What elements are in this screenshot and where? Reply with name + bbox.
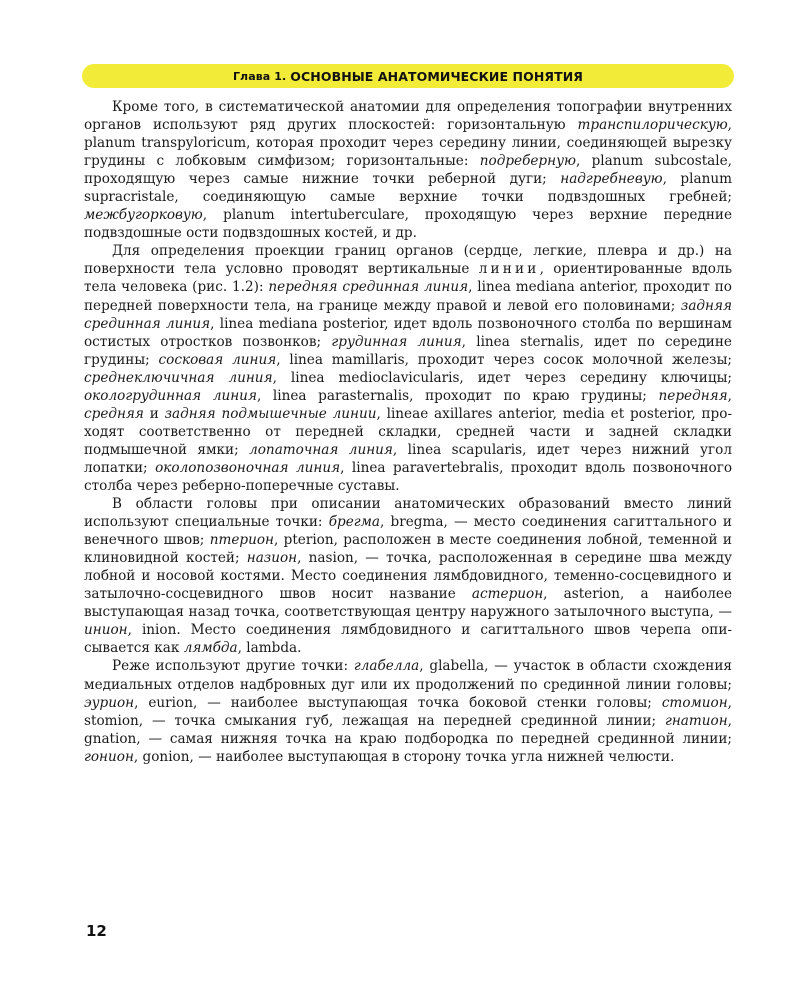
italic-term: среднеключичная линия bbox=[84, 369, 273, 386]
text-run: , nasion, — точка, расположенная в середине шва между лобной и носовой костями. Место соединения лямбдовидного, теменно-сосцевидного и затылочно-сосцевидного швов носит название bbox=[84, 550, 733, 603]
chapter-prefix: Глава 1. bbox=[232, 69, 287, 83]
italic-term: астерион bbox=[471, 586, 544, 603]
italic-term: лопаточная линия bbox=[249, 441, 393, 458]
text-run: , inion. Место соединения лямбдовидного и сагиттального швов черепа описывается как bbox=[84, 622, 732, 657]
text-run: , planum transpyloricum, которая проходит через середину линии, соединяющей вырезку грудины с лобковым симфизом; горизонтальные: bbox=[84, 117, 732, 170]
paragraph bbox=[84, 495, 732, 657]
text-run: , gonion, — наиболее выступающая в сторону точка угла нижней челюсти. bbox=[133, 748, 675, 765]
spaced-term: линии bbox=[478, 261, 540, 278]
text-run: , stomion, — точка смыкания губ, лежащая на передней срединной линии; bbox=[84, 694, 732, 729]
italic-term: назион bbox=[246, 550, 298, 567]
italic-term: транспилорическую bbox=[577, 117, 728, 134]
text-run: Реже используют другие точки: bbox=[112, 658, 354, 675]
italic-term: гнатион bbox=[664, 712, 728, 729]
chapter-title: ОСНОВНЫЕ АНАТОМИЧЕСКИЕ ПОНЯТИЯ bbox=[290, 68, 584, 84]
text-run: , linea mediana anterior, проходит по передней поверхности тела, на границе между правой и левой его половинами; bbox=[84, 279, 732, 314]
italic-term: сосковая линия bbox=[158, 351, 277, 368]
text-run: , lineae axillares anterior, media et posterior, проходят соответственно от передней складки, средней части и задней складки подмышечной ямки; bbox=[84, 405, 733, 458]
italic-term: эурион bbox=[84, 694, 135, 711]
italic-term: задняя подмышечные линии bbox=[164, 405, 377, 422]
italic-term: лямбда bbox=[183, 640, 238, 657]
italic-term: передняя bbox=[658, 387, 728, 404]
italic-term: передняя срединная линия bbox=[268, 279, 469, 296]
text-run: Для определения проекции границ органов (сердце, легкие, плевра и др.) на поверхности тела условно проводят вертикальные bbox=[84, 243, 732, 278]
paragraph bbox=[84, 657, 732, 765]
italic-term: грудинная линия bbox=[331, 333, 462, 350]
body-text bbox=[84, 98, 732, 766]
text-run: , lambda. bbox=[237, 640, 302, 657]
text-run: Кроме того, в систематической анатомии для определения топографии внутренних органов используют ряд других плоскостей: горизонтальную bbox=[84, 99, 732, 134]
paragraph bbox=[84, 242, 732, 495]
text-run: , linea medioclavicularis, идет через середину ключицы; bbox=[272, 369, 732, 386]
italic-term: подреберную bbox=[479, 153, 576, 170]
italic-term: надгребневую bbox=[560, 171, 663, 188]
text-run: , planum intertuberculare, проходящую через верхние передние подвздошные ости подвздошных костей, и др. bbox=[84, 207, 732, 242]
italic-term: средняя bbox=[84, 405, 144, 422]
text-run: , bbox=[727, 387, 732, 404]
text-run: , linea mediana posterior, идет вдоль позвоночного столба по вершинам остистых отростков позвонков; bbox=[84, 315, 732, 350]
italic-term: околопозвоночная линия bbox=[155, 459, 341, 476]
italic-term: задняя срединная линия bbox=[84, 297, 732, 332]
italic-term: гонион bbox=[84, 748, 134, 765]
text-run: , pterion, расположен в месте соединения лобной, теменной и клиновидной костей; bbox=[84, 532, 732, 567]
text-run: , linea scapularis, идет через нижний угол лопатки; bbox=[84, 441, 732, 476]
text-run: , planum subcostale, проходящую через самые нижние точки реберной дуги; bbox=[84, 153, 732, 188]
chapter-header-banner bbox=[82, 64, 734, 88]
italic-term: птерион bbox=[209, 532, 274, 549]
italic-term: брегма bbox=[328, 514, 380, 531]
text-run: , glabella, — участок в области схождения медиальных отделов надбровных дуг или их продолжений по срединной линии головы; bbox=[84, 658, 732, 693]
text-run: , linea sternalis, идет по середине грудины; bbox=[84, 333, 732, 368]
text-run: и bbox=[143, 405, 165, 422]
italic-term: стомион bbox=[661, 694, 728, 711]
text-run: , ориентированные вдоль тела человека (рис. 1.2): bbox=[84, 261, 733, 296]
italic-term: глабелла bbox=[353, 658, 420, 675]
italic-term: окологрудинная линия bbox=[84, 387, 257, 404]
italic-term: инион bbox=[84, 622, 128, 639]
page-number: 12 bbox=[86, 922, 107, 940]
text-run: , eurion, — наиболее выступающая точка боковой стенки головы; bbox=[134, 694, 662, 711]
text-run: , linea paravertebralis, проходит вдоль позвоночного столба через реберно-поперечные суставы. bbox=[84, 459, 733, 494]
text-run: , planum supracristale, соединяющую самые верхние точки подвздошных гребней; bbox=[84, 171, 732, 206]
text-run: , linea parasternalis, проходит по краю грудины; bbox=[256, 387, 659, 404]
text-run: , linea mamillaris, проходит через сосок молочной железы; bbox=[276, 351, 732, 368]
text-run: , bregma, — место соединения сагиттального и венечного швов; bbox=[84, 514, 732, 549]
text-run: В области головы при описании анатомических образований вместо линий используют специальные точки: bbox=[84, 496, 732, 531]
text-run: , asterion, а наиболее выступающая назад точка, соответствующая центру наружного затылочного выступа, — bbox=[84, 586, 732, 621]
text-run: , gnation, — самая нижняя точка на краю подбородка по передней срединной линии; bbox=[84, 712, 732, 747]
paragraph bbox=[84, 98, 732, 242]
italic-term: межбугорковую bbox=[84, 207, 203, 224]
